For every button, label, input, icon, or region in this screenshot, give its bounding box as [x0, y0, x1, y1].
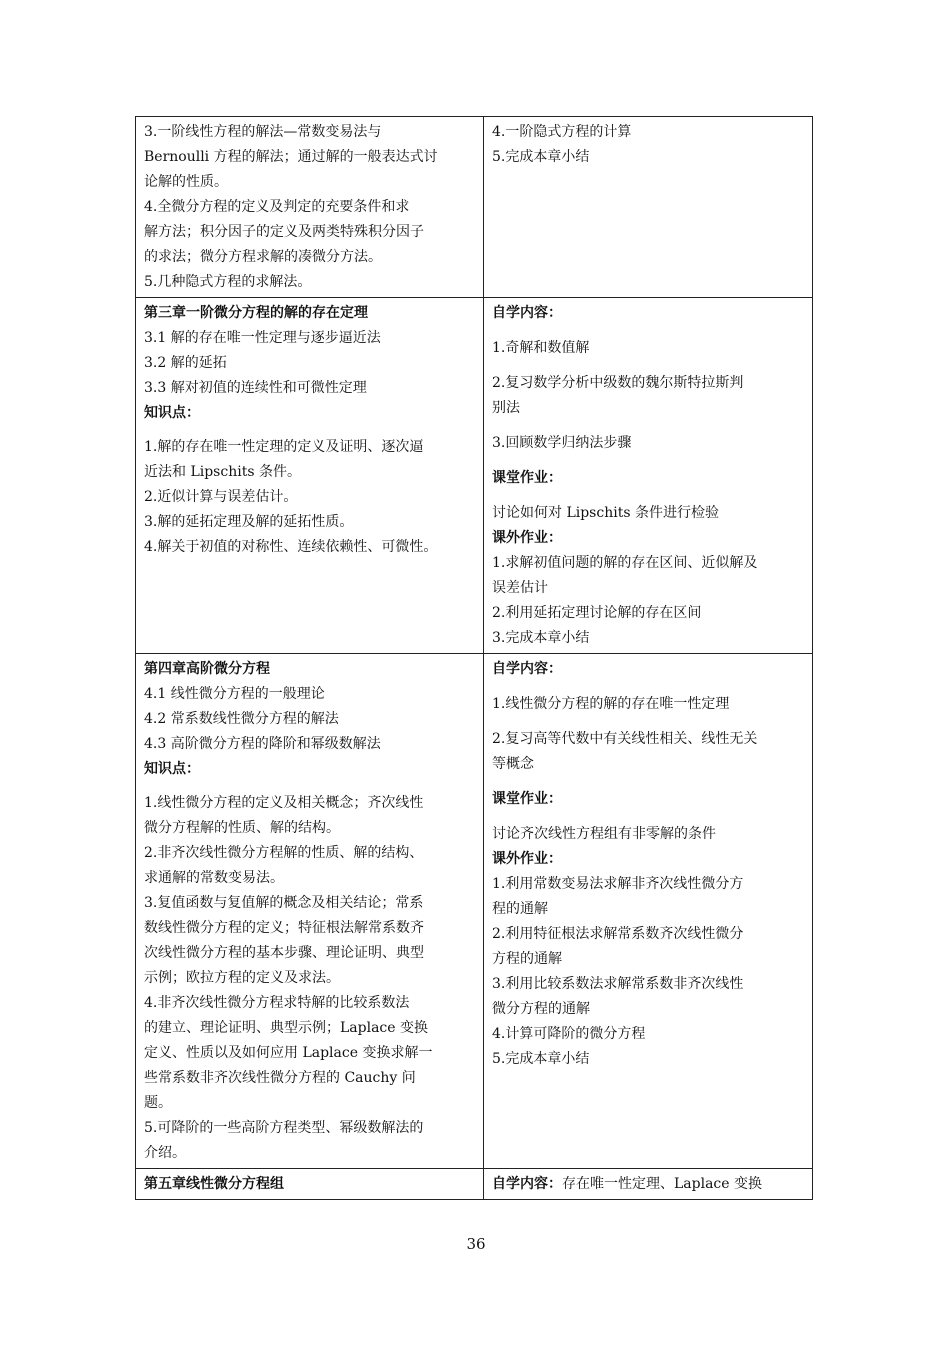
homework-item: 5.完成本章小结 [492, 1051, 590, 1067]
knowledge-point: 4.解关于初值的对称性、连续依赖性、可微性。 [144, 539, 438, 555]
table-row [136, 654, 813, 1169]
self-study-line [492, 1172, 806, 1197]
section-item: 3.1 解的存在唯一性定理与逐步逼近法 [144, 330, 381, 346]
self-study-item: 等概念 [492, 756, 534, 772]
self-study-item: 3.回顾数学归纳法步骤 [492, 435, 632, 451]
knowledge-point: 微分方程解的性质、解的结构。 [144, 820, 340, 836]
course-content-cell [136, 298, 484, 654]
knowledge-point: 1.解的存在唯一性定理的定义及证明、逐次逼 [144, 439, 424, 455]
knowledge-point: 定义、性质以及如何应用 Laplace 变换求解一 [144, 1045, 433, 1061]
homework-label: 课外作业： [492, 851, 562, 867]
table-row [136, 298, 813, 654]
text-line: 5.几种隐式方程的求解法。 [144, 274, 312, 290]
section-item: 3.2 解的延拓 [144, 355, 227, 371]
syllabus-table [135, 116, 813, 1200]
class-assignment-label: 课堂作业： [492, 470, 562, 486]
text-line: 解方法；积分因子的定义及两类特殊积分因子 [144, 224, 424, 240]
knowledge-point: 介绍。 [144, 1145, 186, 1161]
table-row [136, 117, 813, 298]
homework-item: 3.利用比较系数法求解常系数非齐次线性 [492, 976, 744, 992]
homework-item: 2.利用延拓定理讨论解的存在区间 [492, 605, 702, 621]
homework-item: 1.求解初值问题的解的存在区间、近似解及 [492, 555, 758, 571]
knowledge-point: 数线性微分方程的定义；特征根法解常系数齐 [144, 920, 424, 936]
assignment-cell [484, 654, 813, 1169]
class-assignment-text: 讨论齐次线性方程组有非零解的条件 [492, 826, 716, 842]
page-number: 36 [466, 1235, 486, 1253]
course-content-cell [136, 1169, 484, 1200]
homework-item: 3.完成本章小结 [492, 630, 590, 646]
section-item: 4.2 常系数线性微分方程的解法 [144, 711, 339, 727]
section-item: 4.1 线性微分方程的一般理论 [144, 686, 325, 702]
knowledge-point: 4.非齐次线性微分方程求特解的比较系数法 [144, 995, 410, 1011]
text-line: 的求法；微分方程求解的凑微分方法。 [144, 249, 382, 265]
self-study-item: 2.复习高等代数中有关线性相关、线性无关 [492, 731, 758, 747]
text-line: 5.完成本章小结 [492, 149, 590, 165]
knowledge-point: 近法和 Lipschits 条件。 [144, 464, 301, 480]
course-content-cell [136, 654, 484, 1169]
knowledge-point: 题。 [144, 1095, 172, 1111]
homework-item: 方程的通解 [492, 951, 562, 967]
knowledge-point: 2.近似计算与误差估计。 [144, 489, 298, 505]
text-line: 论解的性质。 [144, 174, 228, 190]
text-line: Bernoulli 方程的解法；通过解的一般表达式讨 [144, 149, 438, 165]
class-assignment-text: 讨论如何对 Lipschits 条件进行检验 [492, 505, 719, 521]
homework-item: 微分方程的通解 [492, 1001, 590, 1017]
knowledge-point: 1.线性微分方程的定义及相关概念；齐次线性 [144, 795, 424, 811]
self-study-label: 自学内容： [492, 305, 562, 321]
knowledge-point: 的建立、理论证明、典型示例；Laplace 变换 [144, 1020, 429, 1036]
knowledge-point: 求通解的常数变易法。 [144, 870, 284, 886]
course-content-cell [136, 117, 484, 298]
homework-item: 程的通解 [492, 901, 548, 917]
self-study-item: 1.奇解和数值解 [492, 340, 590, 356]
chapter-title: 第三章一阶微分方程的解的存在定理 [144, 305, 368, 321]
knowledge-point: 5.可降阶的一些高阶方程类型、幂级数解法的 [144, 1120, 424, 1136]
homework-item: 误差估计 [492, 580, 548, 596]
chapter-title: 第五章线性微分方程组 [144, 1176, 284, 1192]
self-study-label: 自学内容： [492, 1176, 562, 1192]
knowledge-points-label: 知识点： [144, 405, 200, 421]
knowledge-points-label: 知识点： [144, 761, 200, 777]
chapter-title: 第四章高阶微分方程 [144, 661, 270, 677]
self-study-text: 存在唯一性定理、Laplace 变换 [562, 1176, 763, 1192]
knowledge-point: 3.解的延拓定理及解的延拓性质。 [144, 514, 354, 530]
homework-item: 1.利用常数变易法求解非齐次线性微分方 [492, 876, 744, 892]
self-study-item: 别法 [492, 400, 520, 416]
knowledge-point: 2.非齐次线性微分方程解的性质、解的结构、 [144, 845, 424, 861]
knowledge-point: 些常系数非齐次线性微分方程的 Cauchy 问 [144, 1070, 416, 1086]
text-line: 3.一阶线性方程的解法—常数变易法与 [144, 124, 382, 140]
self-study-item: 2.复习数学分析中级数的魏尔斯特拉斯判 [492, 375, 744, 391]
assignment-cell [484, 117, 813, 298]
section-item: 3.3 解对初值的连续性和可微性定理 [144, 380, 367, 396]
section-item: 4.3 高阶微分方程的降阶和幂级数解法 [144, 736, 381, 752]
self-study-label: 自学内容： [492, 661, 562, 677]
knowledge-point: 3.复值函数与复值解的概念及相关结论；常系 [144, 895, 424, 911]
table-row [136, 1169, 813, 1200]
knowledge-point: 次线性微分方程的基本步骤、理论证明、典型 [144, 945, 424, 961]
assignment-cell [484, 1169, 813, 1200]
text-line: 4.全微分方程的定义及判定的充要条件和求 [144, 199, 410, 215]
homework-item: 4.计算可降阶的微分方程 [492, 1026, 646, 1042]
assignment-cell [484, 298, 813, 654]
homework-item: 2.利用特征根法求解常系数齐次线性微分 [492, 926, 744, 942]
class-assignment-label: 课堂作业： [492, 791, 562, 807]
text-line: 4.一阶隐式方程的计算 [492, 124, 632, 140]
self-study-item: 1.线性微分方程的解的存在唯一性定理 [492, 696, 730, 712]
knowledge-point: 示例；欧拉方程的定义及求法。 [144, 970, 340, 986]
homework-label: 课外作业： [492, 530, 562, 546]
